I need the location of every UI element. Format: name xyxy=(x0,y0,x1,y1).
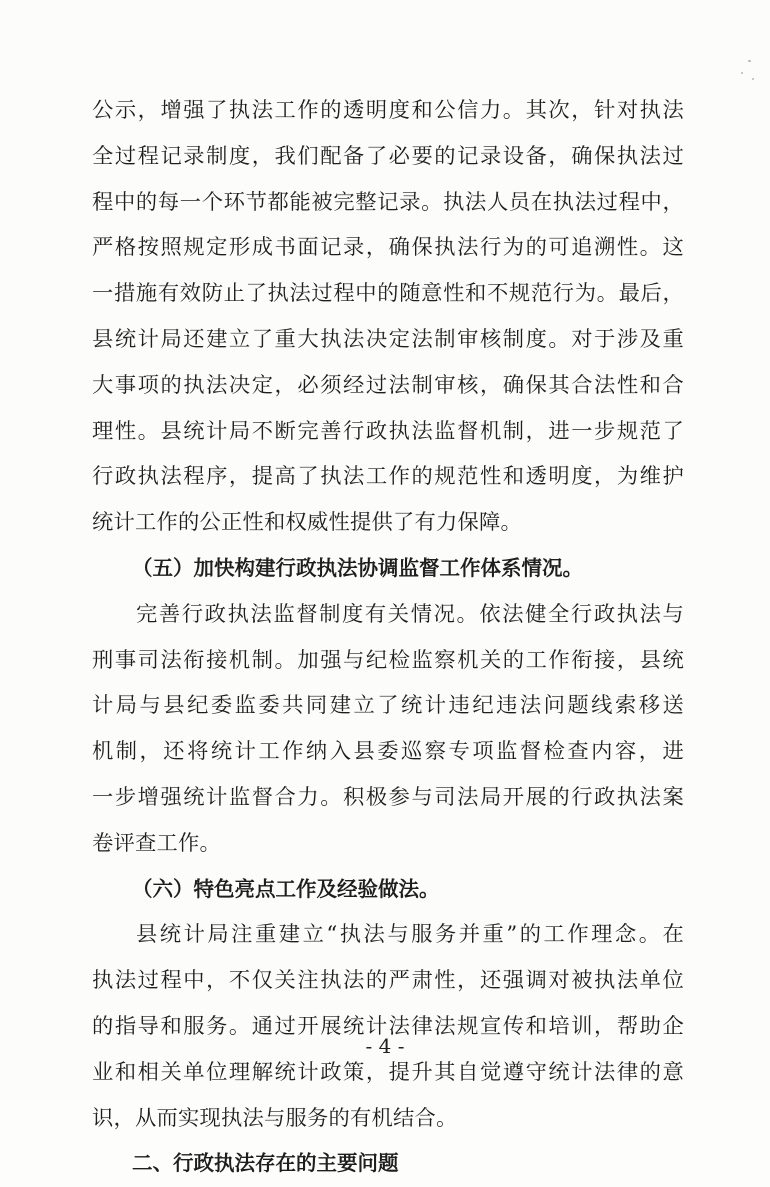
paragraph-line: 刑事司法衔接机制。加强与纪检监察机关的工作衔接，县统 xyxy=(92,647,684,673)
document-body xyxy=(92,88,684,1187)
paragraph-line: 一步增强统计监督合力。积极参与司法局开展的行政执法案 xyxy=(92,784,684,810)
paragraph-line: 的指导和服务。通过开展统计法律法规宣传和培训，帮助企 xyxy=(92,1013,684,1039)
paragraph-line: 全过程记录制度，我们配备了必要的记录设备，确保执法过 xyxy=(92,143,684,169)
section-6-paragraph xyxy=(92,912,684,1141)
paragraph-line: 程中的每一个环节都能被完整记录。执法人员在执法过程中， xyxy=(92,189,684,215)
paragraph-line: 公示，增强了执法工作的透明度和公信力。其次，针对执法 xyxy=(92,98,684,123)
paragraph-line: 机制，还将统计工作纳入县委巡察专项监督检查内容，进 xyxy=(92,739,684,765)
paragraph-line: 计局与县纪委监委共同建立了统计违纪违法问题线索移送 xyxy=(92,693,684,719)
section-5-heading: （五）加快构建行政执法协调监督工作体系情况。 xyxy=(132,555,583,580)
section-6-heading: （六）特色亮点工作及经验做法。 xyxy=(132,876,440,901)
paragraph-line: 统计工作的公正性和权威性提供了有力保障。 xyxy=(92,510,522,536)
paragraph-line: 完善行政执法监督制度有关情况。依法健全行政执法与 xyxy=(136,601,684,627)
paragraph-line: 卷评查工作。 xyxy=(92,830,221,856)
continued-paragraph xyxy=(92,88,684,546)
paragraph-line: 县统计局还建立了重大执法决定法制审核制度。对于涉及重 xyxy=(92,326,684,352)
paragraph-line: 严格按照规定形成书面记录，确保执法行为的可追溯性。这 xyxy=(92,235,684,261)
paragraph-line: 业和相关单位理解统计政策，提升其自觉遵守统计法律的意 xyxy=(92,1059,684,1085)
scan-speck xyxy=(741,72,743,74)
scan-speck xyxy=(748,60,751,62)
paragraph-line: 执法过程中，不仅关注执法的严肃性，还强调对被执法单位 xyxy=(92,968,684,994)
paragraph-line: 行政执法程序，提高了执法工作的规范性和透明度，为维护 xyxy=(92,464,684,490)
paragraph-line: 识，从而实现执法与服务的有机结合。 xyxy=(92,1105,458,1131)
scan-speck xyxy=(752,78,754,80)
section-two-heading: 二、行政执法存在的主要问题 xyxy=(132,1151,399,1176)
paragraph-line: 理性。县统计局不断完善行政执法监督机制，进一步规范了 xyxy=(92,418,684,444)
section-5-paragraph xyxy=(92,592,684,867)
paragraph-line: 大事项的执法决定，必须经过法制审核，确保其合法性和合 xyxy=(92,372,684,398)
page-number: - 4 - xyxy=(365,1034,405,1058)
paragraph-line: 一措施有效防止了执法过程中的随意性和不规范行为。最后， xyxy=(92,281,684,307)
paragraph-line: 县统计局注重建立“执法与服务并重”的工作理念。在 xyxy=(136,922,684,948)
